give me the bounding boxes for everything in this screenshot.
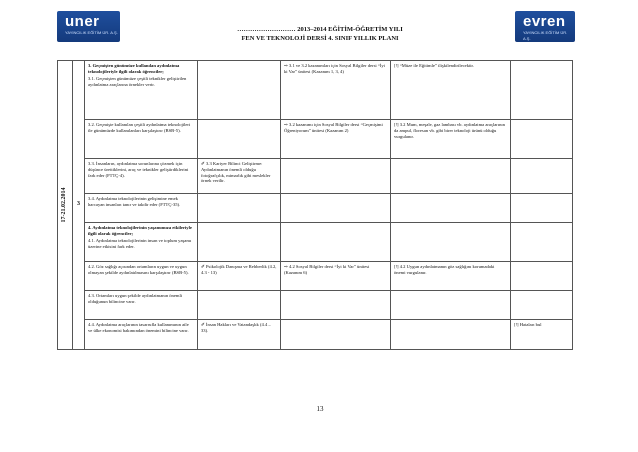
- note-cell: [391, 291, 511, 320]
- objective-text: 3.3. İnsanların, aydınlatma sorunlarına çözmek için düşünce ürettiklerini, araç ve teknikler geliştirdiklerini fark eder (FTTÇ-4).: [88, 161, 189, 178]
- table-row: [58, 320, 573, 350]
- course-cell: [281, 159, 391, 194]
- course-cell: ⇨ 3.2 kazanımı için Sosyal Bilgiler dersi “Geçmişimi Öğreniyorum” ünitesi (Kazanım 2): [281, 120, 391, 159]
- evren-logo-word: evren: [523, 13, 566, 30]
- link-cell: ✐ İnsan Hakları ve Vatandaşlık (4.4 – 33).: [198, 320, 281, 350]
- link-cell: [198, 223, 281, 262]
- note-cell: [!] 3.2 Mum, meşale, gaz lambası vb. aydınlatma araçlarının da ampul, floresan vb. gibi birer teknoloji ürünü olduğu vurgulanır.: [391, 120, 511, 159]
- table-row: [58, 120, 573, 159]
- eval-cell: [511, 194, 573, 223]
- table-row: [58, 159, 573, 194]
- eval-cell: [!] Hataları bul: [511, 320, 573, 350]
- objective-cell: [85, 120, 198, 159]
- eval-cell: [511, 262, 573, 291]
- table-row: [58, 223, 573, 262]
- note-cell: [391, 223, 511, 262]
- note-cell: [391, 320, 511, 350]
- objective-cell: [85, 61, 198, 120]
- note-cell: [!] 4.2 Uygun aydınlatmanın göz sağlığını korumadaki önemi vurgulanır.: [391, 262, 511, 291]
- course-cell: ⇨ 4.2 Sosyal Bilgiler dersi “İyi ki Var” ünitesi (Kazanım 6): [281, 262, 391, 291]
- note-cell: [!] “Müze ile Eğitimle” ilişkilendirilecektir.: [391, 61, 511, 120]
- date-cell: [58, 61, 73, 350]
- eval-cell: [511, 223, 573, 262]
- document-header: [180, 25, 460, 43]
- link-cell: ✐ Psikolojik Danışma ve Rehberlik (4.2, 4.3 - 13): [198, 262, 281, 291]
- link-cell: [198, 120, 281, 159]
- course-cell: [281, 194, 391, 223]
- objective-cell: [85, 223, 198, 262]
- table-row: [58, 194, 573, 223]
- objective-cell: [85, 262, 198, 291]
- objective-text: 3.1. Geçmişten günümüze çeşitli teknikler geliştirilen aydınlatma araçlarına örnekler verir.: [88, 76, 187, 87]
- objective-cell: [85, 194, 198, 223]
- table-row: [58, 262, 573, 291]
- objective-text: 3.4. Aydınlatma teknolojilerinin gelişimine emek harcayan insanları tanır ve takdir eder (FTTÇ-35).: [88, 196, 181, 207]
- note-cell: [391, 159, 511, 194]
- course-cell: [281, 320, 391, 350]
- table-row: [58, 291, 573, 320]
- eval-cell: [511, 291, 573, 320]
- uner-logo: [57, 11, 120, 42]
- link-cell: ✐ 3.3 Kariyer Bilinci Geliştirme: Aydınlatmanın önemli olduğu fotoğrafçılık, mimarlık gibi meslekler örnek verilir.: [198, 159, 281, 194]
- objective-cell: [85, 159, 198, 194]
- eval-cell: [511, 159, 573, 194]
- link-cell: [198, 194, 281, 223]
- evren-logo-sub: YAYINCILIK EĞİTİM ÜR. A.Ş.: [523, 30, 568, 41]
- eval-cell: [511, 61, 573, 120]
- yearly-plan-table: [57, 60, 573, 350]
- objective-text: 4.4. Aydınlatma araçlarının tasarrufla kullanımının aile ve ülke ekonomisi bakımından önemini bilincine varır.: [88, 322, 189, 333]
- objective-cell: [85, 320, 198, 350]
- objective-text: 4.3. Ortamları uygun şekilde aydınlatmanın önemli olduğunun bilincine varır.: [88, 293, 183, 304]
- course-cell: [281, 291, 391, 320]
- link-cell: [198, 61, 281, 120]
- evren-logo: [515, 11, 575, 42]
- uner-logo-word: uner: [65, 13, 100, 30]
- objective-text: 4.2. Göz sağlığı açısından ortamların uygun ve uygun olmayan şekilde aydınlatılmasını karşılaştırır (BSB-5).: [88, 264, 189, 275]
- table-row: [58, 61, 573, 120]
- objective-cell: [85, 291, 198, 320]
- note-cell: [391, 194, 511, 223]
- objective-heading: 4. Aydınlatma teknolojilerinin yaşamımıza etkileriyle ilgili olarak öğrenciler;: [88, 225, 192, 236]
- objective-text: 3.2. Geçmişte kullanılan çeşitli aydınlatma teknolojileri ile günümüzde kullanılanları karşılaştırır (BSB-5).: [88, 122, 191, 133]
- date-label: 17-21.02.2014: [61, 187, 68, 223]
- week-cell: 3: [73, 61, 85, 350]
- uner-logo-sub: YAYINCILIK EĞİTİM ÜR. A.Ş.: [65, 30, 118, 35]
- objective-text: 4.1. Aydınlatma teknolojilerinin insan ve toplum yaşamı üzerine etkisini fark eder.: [88, 238, 192, 249]
- course-cell: ⇨ 3.1 ve 3.2 kazanımları için Sosyal Bilgiler dersi “İyi ki Var” ünitesi (Kazanım 1, 3, 4): [281, 61, 391, 120]
- page-number: 13: [316, 405, 324, 413]
- course-cell: [281, 223, 391, 262]
- link-cell: [198, 291, 281, 320]
- eval-cell: [511, 120, 573, 159]
- header-line-1: ……………………… 2013–2014 EĞİTİM-ÖĞRETİM YILI: [237, 26, 403, 33]
- header-line-2: FEN VE TEKNOLOJİ DERSİ 4. SINIF YILLIK PLANI: [241, 35, 399, 42]
- objective-heading: 3. Geçmişten günümüze kullanılan aydınlatma teknolojileriyle ilgili olarak öğrenciler;: [88, 63, 180, 74]
